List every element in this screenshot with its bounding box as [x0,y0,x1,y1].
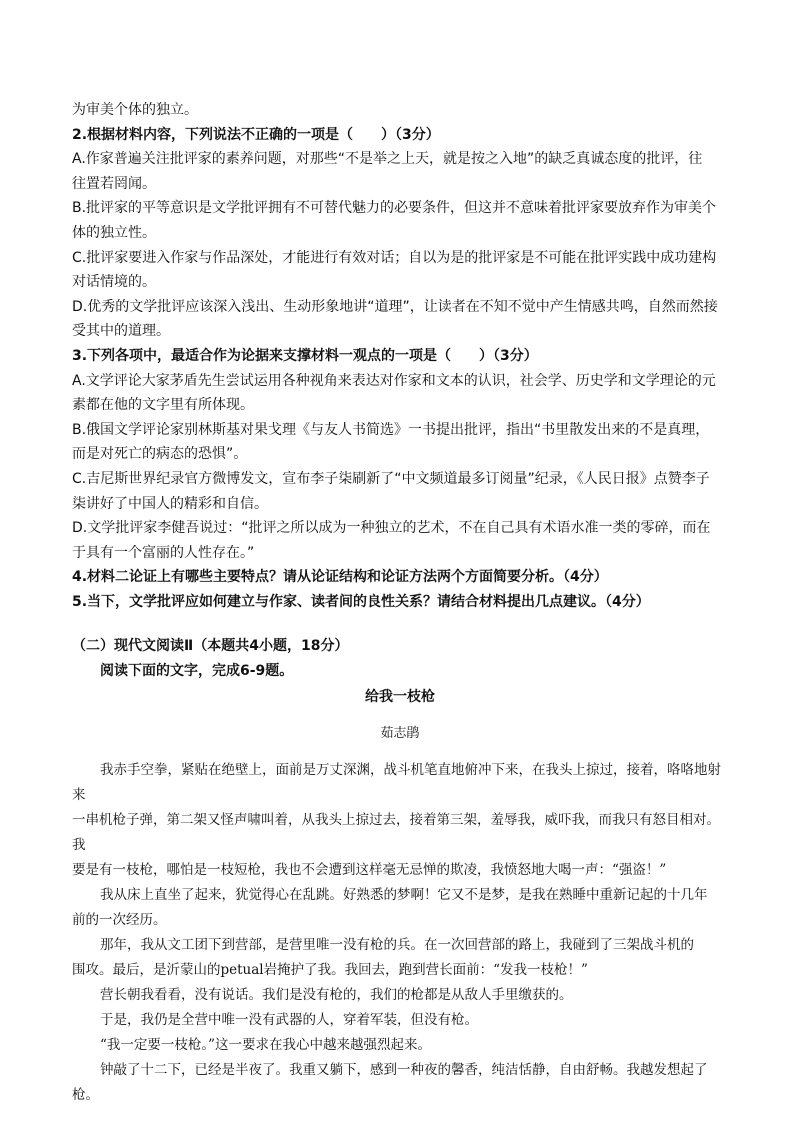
story-line: 营长朝我看看，没有说话。我们是没有枪的，我们的枪都是从敌人手里缴获的。 [100,986,573,1003]
document-content [72,98,728,1108]
question-2: 2.根据材料内容，下列说法不正确的一项是（ ）（3分） [72,126,440,143]
question-4: 4.材料二论证上有哪些主要特点？请从论证结构和论证方法两个方面简要分析。（4分） [72,569,608,586]
option-3a: A.文学评论大家茅盾先生尝试运用各种视角来表达对作家和文本的认识，社会学、历史学和文学理论的元 [72,372,716,389]
option-3d-cont: 于具有一个富丽的人性存在。” [72,544,255,561]
story-line: 前的一次经历。 [72,911,167,928]
question-5: 5.当下，文学批评应如何建立与作家、读者间的良性关系？请结合材料提出几点建议。（4分） [72,593,650,610]
section-heading: （二）现代文阅读Ⅱ（本题共4小题，18分） [72,638,349,655]
option-3b-cont: 而是对死亡的病态的恐惧”。 [72,446,248,463]
text-line: 为审美个体的独立。 [72,102,198,118]
story-line: 围攻。最后，是沂蒙山的petual岩掩护了我。我回去，跑到营长面前：“发我一枝枪！” [72,961,588,978]
story-line: 一串机枪子弹，第二架又怪声啸叫着，从我头上掠过去，接着第三架，羞辱我，威吓我，而我只有怒目相对。我 [72,811,720,853]
story-line: 于是，我仍是全营中唯一没有武器的人，穿着军装，但没有枪。 [100,1011,478,1028]
option-3b: B.俄国文学评论家别林斯基对果戈理《与友人书简选》一书提出批评，指出“书里散发出来的不是真理， [72,421,710,438]
option-2b-cont: 体的独立性。 [72,224,156,241]
section-gap [72,614,728,634]
option-3d: D.文学批评家李健吾说过：“批评之所以成为一种独立的艺术，不在自己具有术语水准一类的零碎，而在 [72,520,711,537]
story-line: “我一定要一枝枪。”这一要求在我心中越来越强烈起来。 [100,1036,432,1053]
story-line: 要是有一枝枪，哪怕是一枝短枪，我也不会遭到这样毫无忌惮的欺凌，我愤怒地大喝一声：“强盗！” [72,861,667,878]
option-2a: A.作家普遍关注批评家的素养问题，对那些“不是举之上天，就是按之入地”的缺乏真诚态度的批评，往 [72,151,703,168]
option-2b: B.批评家的平等意识是文学批评拥有不可替代魅力的必要条件，但这并不意味着批评家要放弃作为审美个 [72,200,717,217]
reading-instruction: 阅读下面的文字，完成6-9题。 [100,663,294,680]
question-3: 3.下列各项中，最适合作为论据来支撑材料一观点的一项是（ ）（3分） [72,347,538,364]
story-title: 给我一枝枪 [365,688,435,705]
story-author: 茹志鹃 [380,725,420,741]
option-2a-cont: 往置若罔闻。 [72,175,156,192]
story-line: 钟敲了十二下，已经是半夜了。我重又躺下，感到一种夜的馨香，纯洁恬静，自由舒畅。我越发想起了枪。 [72,1061,708,1103]
option-3c-cont: 柒讲好了中国人的精彩和自信。 [72,495,268,512]
option-2d: D.优秀的文学批评应该深入浅出、生动形象地讲“道理”，让读者在不知不觉中产生情感共鸣，自然而然接 [72,298,718,315]
story-line: 那年，我从文工团下到营部，是营里唯一没有枪的兵。在一次回营部的路上，我碰到了三架战斗机的 [100,936,694,953]
option-2c-cont: 对话情境的。 [72,274,156,291]
option-3a-cont: 素都在他的文字里有所体现。 [72,397,254,414]
option-3c: C.吉尼斯世界纪录官方微博发文，宣布李子柒刷新了“中文频道最多订阅量”纪录，《人民日报》点赞李子 [72,470,710,487]
story-line: 我从床上直坐了起来，犹觉得心在乱跳。好熟悉的梦啊！它又不是梦，是我在熟睡中重新记起的十几年 [100,886,708,903]
option-2d-cont: 受其中的道理。 [72,323,170,340]
option-2c: C.批评家要进入作家与作品深处，才能进行有效对话；自以为是的批评家是不可能在批评实践中成功建构 [72,249,717,266]
story-line: 我赤手空拳，紧贴在绝壁上，面前是万丈深渊，战斗机笔直地俯冲下来，在我头上掠过，接着，咯咯地射来 [72,761,721,803]
